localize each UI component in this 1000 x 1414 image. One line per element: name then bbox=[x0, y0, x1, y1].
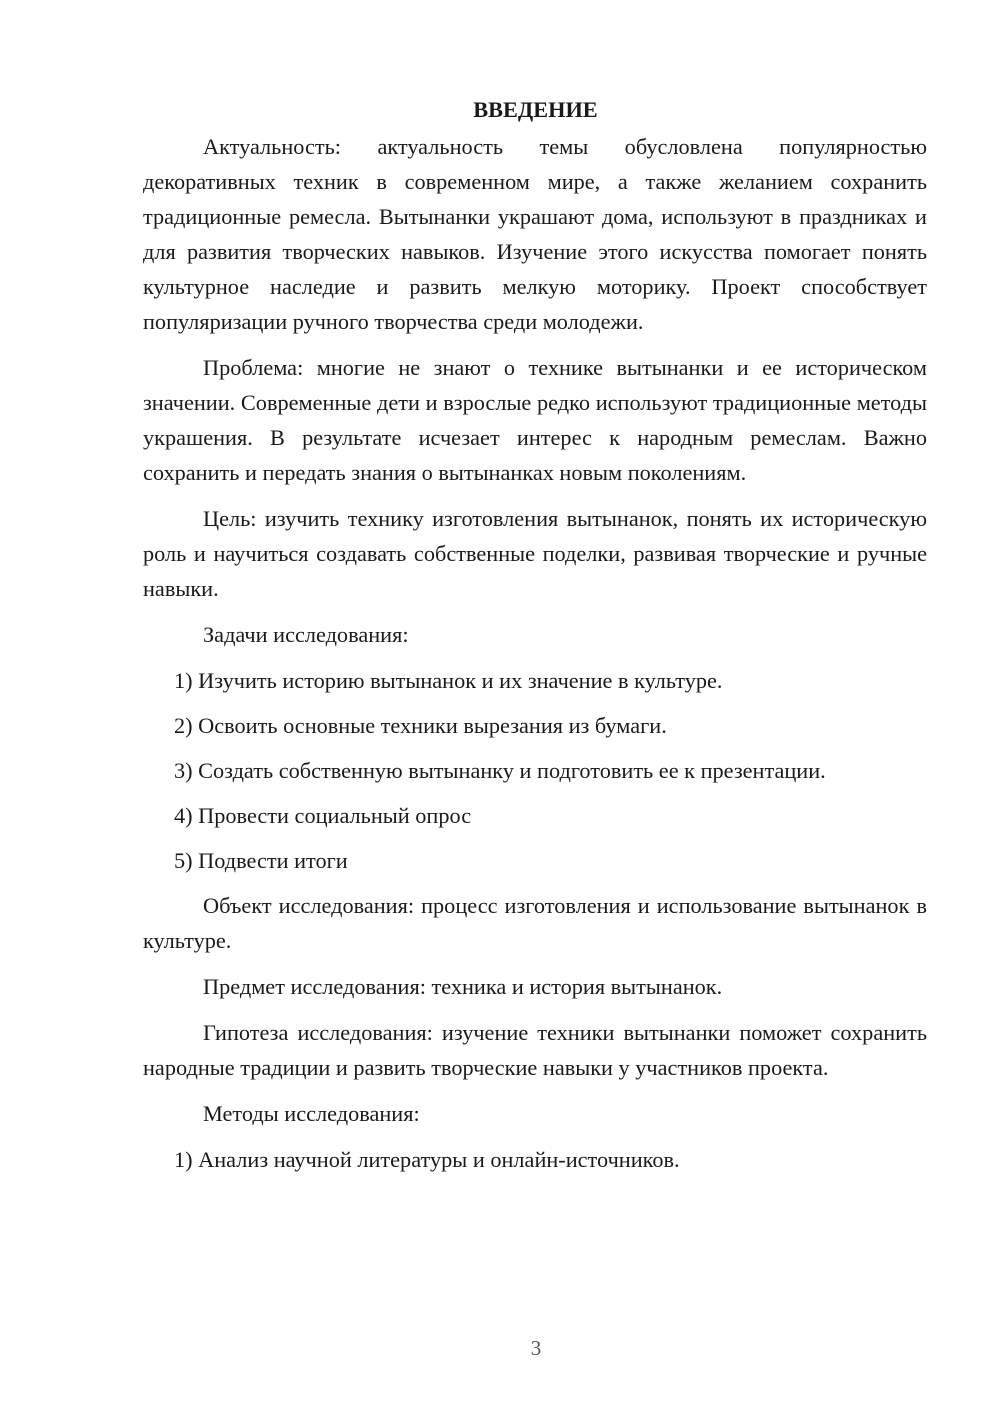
page-content bbox=[143, 92, 927, 1187]
paragraph-subject: Предмет исследования: техника и история вытынанок. bbox=[203, 974, 723, 999]
paragraph-goal: Цель: изучить технику изготовления вытынанок, понять их историческую роль и научиться создавать собственные поделки, развивая творческие и ручные навыки. bbox=[143, 506, 927, 601]
task-item: 3) Создать собственную вытынанку и подготовить ее к презентации. bbox=[174, 758, 826, 783]
page-number: 3 bbox=[530, 1336, 542, 1360]
task-item: 5) Подвести итоги bbox=[174, 848, 348, 873]
paragraph-relevance: Актуальность: актуальность темы обусловлена популярностью декоративных техник в современном мире, а также желанием сохранить традиционные ремесла. Вытынанки украшают дома, используют в праздниках и для развития творческих навыков. Изучение этого искусства помогает понять культурное наследие и развить мелкую моторику. Проект способствует популяризации ручного творчества среди молодежи. bbox=[143, 134, 927, 334]
task-item: 2) Освоить основные техники вырезания из бумаги. bbox=[174, 713, 667, 738]
section-heading: ВВЕДЕНИЕ bbox=[473, 97, 598, 122]
method-item: 1) Анализ научной литературы и онлайн-источников. bbox=[174, 1147, 680, 1172]
paragraph-object: Объект исследования: процесс изготовления и использование вытынанок в культуре. bbox=[143, 893, 927, 953]
task-item: 1) Изучить историю вытынанок и их значение в культуре. bbox=[174, 668, 723, 693]
paragraph-problem: Проблема: многие не знают о технике вытынанки и ее историческом значении. Современные дети и взрослые редко используют традиционные методы украшения. В результате исчезает интерес к народным ремеслам. Важно сохранить и передать знания о вытынанках новым поколениям. bbox=[143, 355, 927, 485]
task-item: 4) Провести социальный опрос bbox=[174, 803, 472, 828]
tasks-title: Задачи исследования: bbox=[203, 622, 409, 647]
methods-title: Методы исследования: bbox=[203, 1101, 420, 1126]
paragraph-hypothesis: Гипотеза исследования: изучение техники вытынанки поможет сохранить народные традиции и развить творческие навыки у участников проекта. bbox=[143, 1020, 927, 1080]
